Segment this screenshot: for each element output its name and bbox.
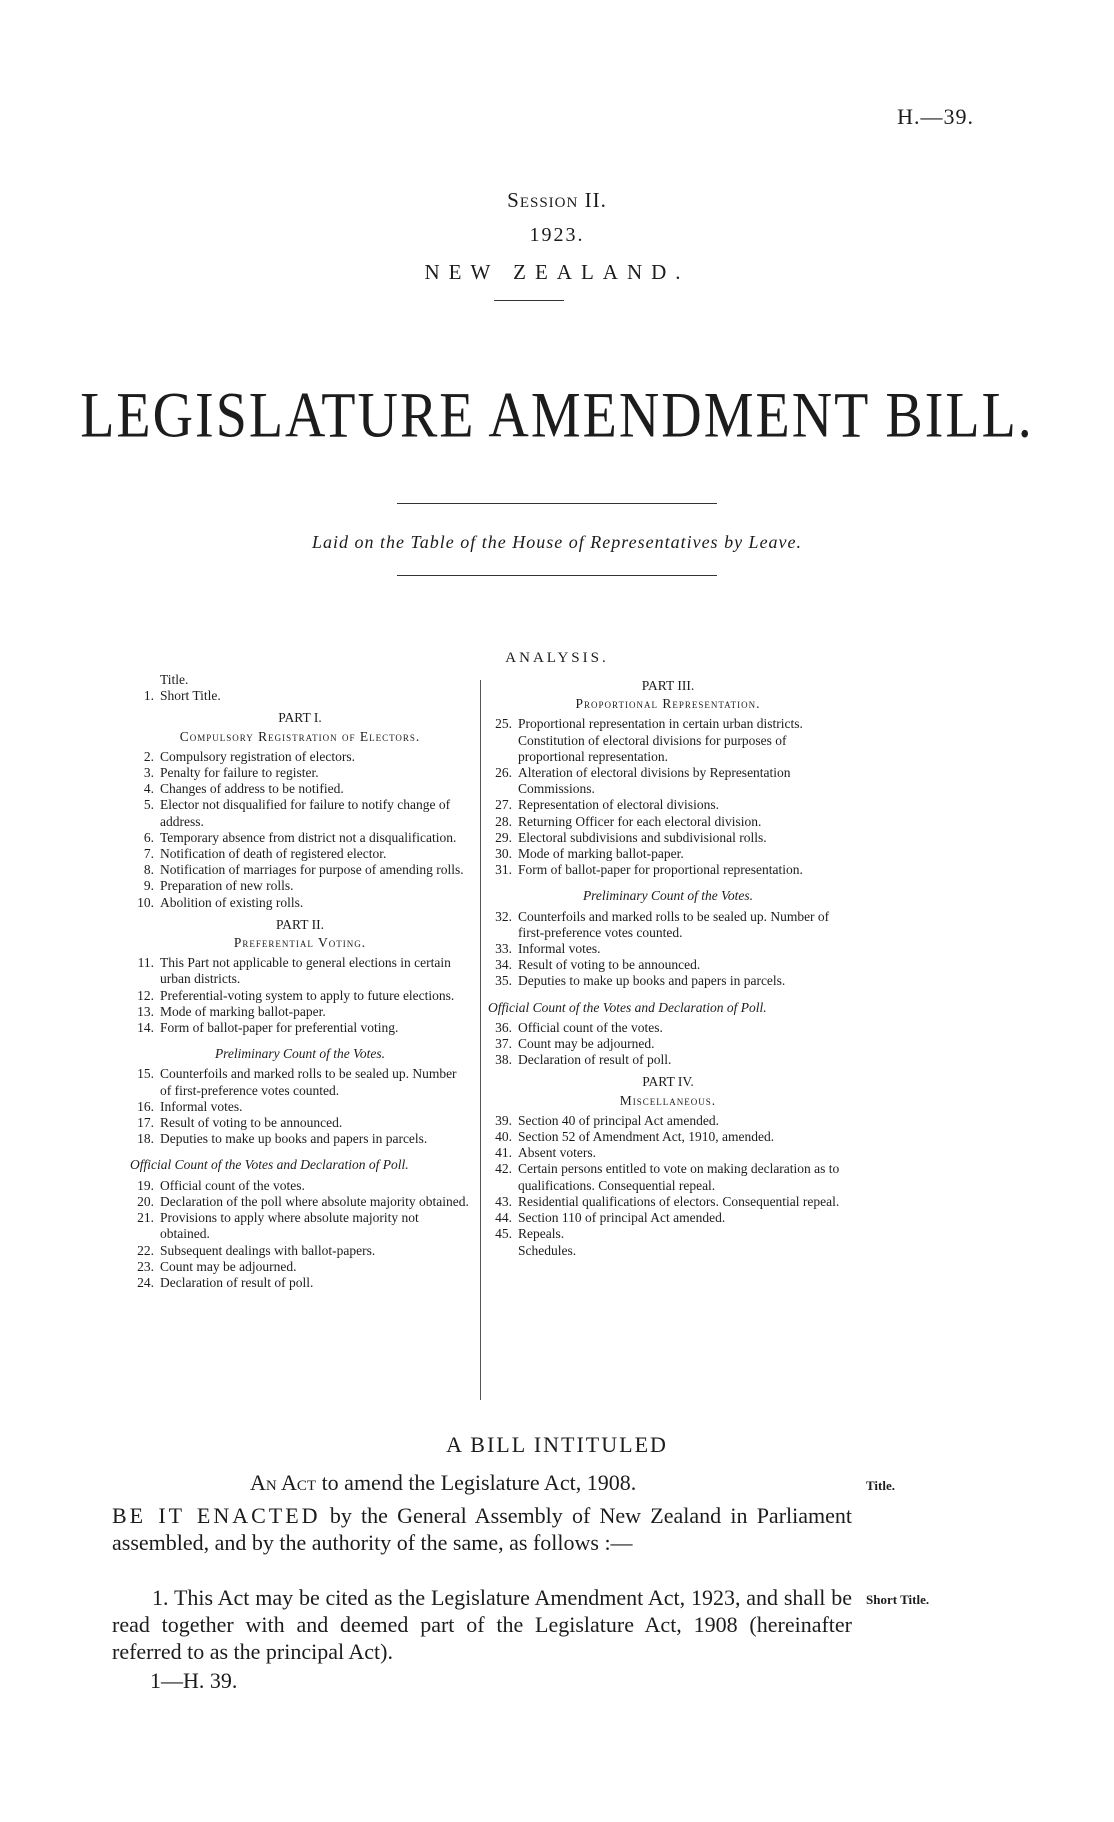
analysis-item-text: Compulsory registration of electors. xyxy=(160,748,355,764)
section-group-heading: Official Count of the Votes and Declaration of Poll. xyxy=(488,999,767,1015)
analysis-item-number: 28. xyxy=(495,813,512,829)
part-subheading: Compulsory Registration of Electors. xyxy=(179,728,421,744)
act-rest: to amend the Legislature Act, 1908. xyxy=(321,1470,637,1495)
analysis-item xyxy=(130,1099,470,1115)
analysis-item xyxy=(130,955,470,987)
analysis-item-number: 20. xyxy=(137,1193,154,1209)
analysis-item xyxy=(130,1210,470,1242)
analysis-item xyxy=(488,862,848,878)
analysis-item-number: 32. xyxy=(495,908,512,924)
analysis-item xyxy=(130,988,470,1004)
analysis-item-text: Declaration of the poll where absolute majority obtained. xyxy=(160,1193,469,1209)
analysis-item-text: Result of voting to be announced. xyxy=(518,957,701,973)
analysis-item-number: 6. xyxy=(143,829,154,845)
session-number: II. xyxy=(584,188,607,212)
analysis-item-number: 36. xyxy=(495,1019,512,1035)
analysis-item xyxy=(488,1020,848,1036)
analysis-item-number: 33. xyxy=(495,941,512,957)
session-label: Session xyxy=(507,188,579,212)
analysis-item-text: Residential qualifications of electors. Consequential repeal. xyxy=(518,1193,840,1209)
analysis-item-text: Repeals. xyxy=(518,1226,565,1242)
analysis-item xyxy=(130,1194,470,1210)
analysis-item xyxy=(488,814,848,830)
analysis-item-text: Informal votes. xyxy=(160,1098,243,1114)
analysis-item-number: 7. xyxy=(143,846,154,862)
analysis-item-text: Electoral subdivisions and subdivisional rolls. xyxy=(518,829,767,845)
analysis-item-text: Result of voting to be announced. xyxy=(160,1115,343,1131)
analysis-right-column xyxy=(488,672,848,1259)
laid-on-table-note: Laid on the Table of the House of Representatives by Leave. xyxy=(311,532,803,552)
analysis-item xyxy=(488,1036,848,1052)
analysis-item-number xyxy=(130,672,160,688)
analysis-item-number: 34. xyxy=(495,957,512,973)
analysis-item xyxy=(130,830,470,846)
analysis-item-number: 43. xyxy=(495,1193,512,1209)
analysis-item-number: 23. xyxy=(137,1258,154,1274)
analysis-item xyxy=(130,1020,470,1036)
analysis-item xyxy=(488,957,848,973)
analysis-item-number: 24. xyxy=(137,1274,154,1290)
analysis-left-column xyxy=(130,672,470,1291)
analysis-item-number: 4. xyxy=(143,781,154,797)
analysis-item-number: 19. xyxy=(137,1177,154,1193)
analysis-item-number: 9. xyxy=(143,878,154,894)
bill-heading: A BILL INTITULED xyxy=(446,1432,668,1457)
analysis-item-text: Proportional representation in certain urban districts. Constitution of electoral divisions for purposes of proportional representation. xyxy=(518,716,803,764)
part-heading: PART IV. xyxy=(642,1074,694,1090)
analysis-item xyxy=(488,973,848,989)
analysis-item-text: Section 40 of principal Act amended. xyxy=(518,1112,719,1128)
analysis-item-number: 21. xyxy=(137,1210,154,1226)
analysis-item-number: 27. xyxy=(495,797,512,813)
analysis-item xyxy=(130,895,470,911)
part-subheading: Miscellaneous. xyxy=(619,1092,717,1108)
analysis-item-number: 8. xyxy=(143,862,154,878)
title-margin-note: Title. xyxy=(866,1478,896,1493)
analysis-item xyxy=(130,797,470,829)
laid-divider xyxy=(397,575,717,576)
analysis-item xyxy=(130,1004,470,1020)
analysis-item-text: Form of ballot-paper for preferential voting. xyxy=(160,1020,399,1036)
analysis-item-number: 38. xyxy=(495,1052,512,1068)
analysis-item xyxy=(488,941,848,957)
analysis-item-text: Count may be adjourned. xyxy=(518,1036,655,1052)
column-divider xyxy=(480,680,481,1400)
analysis-item-text: Official count of the votes. xyxy=(160,1177,305,1193)
analysis-item-text: Counterfoils and marked rolls to be sealed up. Number of first-preference votes counted. xyxy=(518,908,830,940)
analysis-item-number: 13. xyxy=(137,1003,154,1019)
analysis-heading: ANALYSIS. xyxy=(505,650,609,666)
analysis-item-number: 26. xyxy=(495,765,512,781)
analysis-item-text: Form of ballot-paper for proportional representation. xyxy=(518,862,803,878)
analysis-item-number: 3. xyxy=(143,765,154,781)
analysis-item-number: 1. xyxy=(143,688,154,704)
act-prefix: An Act xyxy=(250,1470,317,1495)
analysis-item xyxy=(130,878,470,894)
analysis-item xyxy=(130,1131,470,1147)
analysis-item-text: Count may be adjourned. xyxy=(160,1258,297,1274)
analysis-item-number: 22. xyxy=(137,1242,154,1258)
analysis-item-number: 10. xyxy=(137,894,154,910)
part-heading: PART I. xyxy=(278,710,322,726)
analysis-item-number: 11. xyxy=(137,955,154,971)
analysis-item-number: 18. xyxy=(137,1131,154,1147)
analysis-item-number: 35. xyxy=(495,973,512,989)
analysis-item-text: Penalty for failure to register. xyxy=(160,765,319,781)
analysis-item-text: Section 52 of Amendment Act, 1910, amended. xyxy=(518,1129,775,1145)
analysis-item-number: 5. xyxy=(143,797,154,813)
analysis-item xyxy=(488,1210,848,1226)
analysis-item-text: Title. xyxy=(160,672,189,687)
analysis-item-text: Official count of the votes. xyxy=(518,1019,663,1035)
analysis-item xyxy=(488,765,848,797)
analysis-item-text: Absent voters. xyxy=(518,1145,596,1161)
enacting-clause xyxy=(112,1502,852,1556)
part-heading: PART II. xyxy=(276,916,324,932)
analysis-item-number: 31. xyxy=(495,862,512,878)
section-1-number: 1. xyxy=(152,1585,169,1610)
document-reference: H.—39. xyxy=(897,104,974,129)
analysis-item-text: Representation of electoral divisions. xyxy=(518,797,719,813)
analysis-item-text: Mode of marking ballot-paper. xyxy=(518,846,684,862)
analysis-item-text: Preparation of new rolls. xyxy=(160,878,294,894)
analysis-item-number: 16. xyxy=(137,1098,154,1114)
analysis-item-text: Deputies to make up books and papers in parcels. xyxy=(518,973,786,989)
analysis-item-text: Informal votes. xyxy=(518,941,601,957)
analysis-item xyxy=(488,1194,848,1210)
header-divider xyxy=(494,300,564,301)
analysis-item xyxy=(488,1113,848,1129)
analysis-item xyxy=(130,846,470,862)
analysis-item xyxy=(488,909,848,941)
analysis-item-text: Counterfoils and marked rolls to be sealed up. Number of first-preference votes counted. xyxy=(160,1066,457,1098)
analysis-item-number: 37. xyxy=(495,1036,512,1052)
analysis-item-number: 44. xyxy=(495,1210,512,1226)
analysis-item-number: 42. xyxy=(495,1161,512,1177)
act-long-title xyxy=(250,1470,636,1496)
analysis-item-number: 45. xyxy=(495,1226,512,1242)
analysis-item-text: Certain persons entitled to vote on making declaration as to qualifications. Consequential repeal. xyxy=(518,1161,840,1193)
analysis-item-text: Mode of marking ballot-paper. xyxy=(160,1003,326,1019)
bill-title: LEGISLATURE AMENDMENT BILL. xyxy=(80,380,1034,452)
analysis-item xyxy=(130,765,470,781)
analysis-item-number: 39. xyxy=(495,1112,512,1128)
analysis-item xyxy=(488,716,848,765)
analysis-item xyxy=(130,749,470,765)
analysis-item-text: Short Title. xyxy=(160,688,221,704)
analysis-item-text: Provisions to apply where absolute majority not obtained. xyxy=(160,1210,419,1242)
analysis-item xyxy=(130,1115,470,1131)
part-heading: PART III. xyxy=(641,678,695,693)
analysis-item xyxy=(488,830,848,846)
section-1 xyxy=(112,1584,852,1665)
short-title-margin-note: Short Title. xyxy=(866,1592,930,1607)
analysis-item-text: Declaration of result of poll. xyxy=(518,1052,672,1068)
analysis-item xyxy=(488,1052,848,1068)
analysis-item xyxy=(130,672,470,688)
analysis-item-number: 25. xyxy=(495,716,512,732)
analysis-item-text: Elector not disqualified for failure to notify change of address. xyxy=(160,797,451,829)
analysis-item-text: Returning Officer for each electoral division. xyxy=(518,813,762,829)
enacting-rest: by the General Assembly of New Zealand in Parliament assembled, and by the authority of the same, as follows :— xyxy=(112,1503,852,1555)
analysis-item xyxy=(130,781,470,797)
analysis-item-text: Declaration of result of poll. xyxy=(160,1274,314,1290)
part-subheading: Preferential Voting. xyxy=(233,935,367,951)
analysis-item-number: 17. xyxy=(137,1115,154,1131)
analysis-item xyxy=(488,1161,848,1193)
analysis-item-text: Deputies to make up books and papers in parcels. xyxy=(160,1131,428,1147)
analysis-item-number: 12. xyxy=(137,987,154,1003)
analysis-item-number: 14. xyxy=(137,1020,154,1036)
section-group-heading: Official Count of the Votes and Declaration of Poll. xyxy=(130,1157,409,1173)
analysis-item-number: 15. xyxy=(137,1066,154,1082)
analysis-item xyxy=(488,1226,848,1242)
analysis-item-text: Changes of address to be notified. xyxy=(160,781,344,797)
section-group-heading: Preliminary Count of the Votes. xyxy=(582,888,754,904)
analysis-item-text: Temporary absence from district not a disqualification. xyxy=(160,829,457,845)
analysis-item-text: Notification of death of registered elector. xyxy=(160,846,387,862)
analysis-item-number: 29. xyxy=(495,829,512,845)
part-subheading: Proportional Representation. xyxy=(575,696,761,712)
analysis-item xyxy=(488,797,848,813)
analysis-item-text: Notification of marriages for purpose of amending rolls. xyxy=(160,862,464,878)
analysis-item xyxy=(130,688,470,704)
schedules-entry: Schedules. xyxy=(518,1242,577,1258)
year: 1923. xyxy=(529,224,585,246)
analysis-item-number: 40. xyxy=(495,1129,512,1145)
analysis-item-text: Alteration of electoral divisions by Representation Commissions. xyxy=(518,765,791,797)
analysis-item-text: Abolition of existing rolls. xyxy=(160,894,304,910)
analysis-item-text: Preferential-voting system to apply to future elections. xyxy=(160,987,455,1003)
section-group-heading: Preliminary Count of the Votes. xyxy=(214,1046,386,1062)
analysis-item-number: 2. xyxy=(143,748,154,764)
analysis-item-text: Section 110 of principal Act amended. xyxy=(518,1210,726,1226)
enacting-lead: BE IT ENACTED xyxy=(112,1503,321,1528)
analysis-item xyxy=(130,862,470,878)
analysis-item-number: 30. xyxy=(495,846,512,862)
analysis-item xyxy=(488,1145,848,1161)
title-divider xyxy=(397,503,717,504)
analysis-item-text: This Part not applicable to general elections in certain urban districts. xyxy=(160,955,451,987)
session-line xyxy=(0,188,1114,213)
analysis-item xyxy=(130,1243,470,1259)
analysis-item xyxy=(130,1259,470,1275)
analysis-item xyxy=(130,1066,470,1098)
analysis-item xyxy=(488,846,848,862)
analysis-item xyxy=(488,1129,848,1145)
section-1-text: This Act may be cited as the Legislature Amendment Act, 1923, and shall be read together with and deemed part of the Legislature Act, 1908 (hereinafter referred to as the principal Act). xyxy=(112,1585,853,1664)
analysis-item xyxy=(130,1178,470,1194)
country: NEW ZEALAND. xyxy=(424,260,690,284)
page-footer: 1—H. 39. xyxy=(150,1668,238,1693)
analysis-item-text: Subsequent dealings with ballot-papers. xyxy=(160,1242,376,1258)
analysis-item xyxy=(130,1275,470,1291)
analysis-item-number: 41. xyxy=(495,1145,512,1161)
